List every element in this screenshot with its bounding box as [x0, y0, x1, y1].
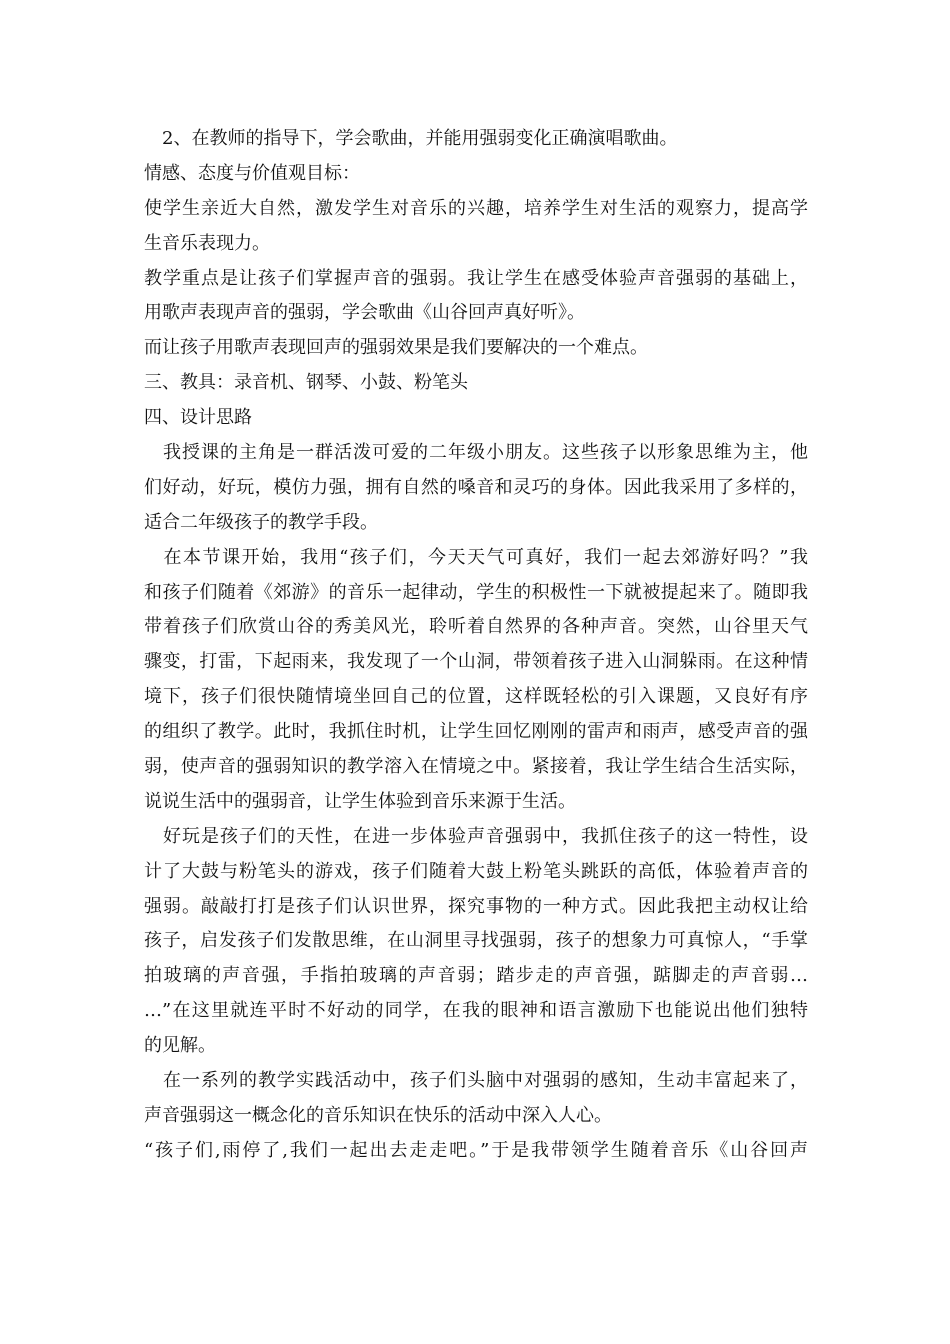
paragraph-design-p3	[144, 820, 808, 1064]
text-line: 2、在教师的指导下，学会歌曲，并能用强弱变化正确演唱歌曲。	[144, 128, 678, 149]
text-line: 们好动，好玩，模仿力强，拥有自然的嗓音和灵巧的身体。因此我采用了多样的，	[144, 476, 808, 498]
paragraph-objective-2	[144, 122, 808, 157]
text-line: 的见解。	[144, 1035, 216, 1057]
text-line: 拍玻璃的声音强，手指拍玻璃的声音弱；踏步走的声音强，踮脚走的声音弱…	[144, 965, 808, 987]
text-line: 四、设计思路	[144, 407, 252, 429]
paragraph-difficulty	[144, 331, 808, 366]
paragraph-emotion-goal	[144, 192, 808, 262]
text-line: 我授课的主角是一群活泼可爱的二年级小朋友。这些孩子以形象思维为主，他	[144, 442, 808, 464]
document-body	[144, 122, 808, 1169]
paragraph-design-p4	[144, 1064, 808, 1134]
paragraph-key-point	[144, 262, 808, 332]
paragraph-design-heading	[144, 401, 808, 436]
text-line: 计了大鼓与粉笔头的游戏，孩子们随着大鼓上粉笔头跳跃的高低，体验着声音的	[144, 860, 808, 882]
text-line: 教学重点是让孩子们掌握声音的强弱。我让学生在感受体验声音强弱的基础上，	[144, 267, 808, 289]
text-line: 孩子，启发孩子们发散思维，在山洞里寻找强弱，孩子的想象力可真惊人，“手掌	[144, 930, 808, 952]
text-line: 和孩子们随着《郊游》的音乐一起律动，学生的积极性一下就被提起来了。随即我	[144, 581, 808, 603]
text-line: 在本节课开始，我用“孩子们，今天天气可真好，我们一起去郊游好吗？”我	[144, 546, 808, 568]
text-line: 说说生活中的强弱音，让学生体验到音乐来源于生活。	[144, 790, 576, 812]
text-line: 情感、态度与价值观目标：	[144, 162, 360, 184]
paragraph-design-p2	[144, 541, 808, 820]
text-line: 的组织了教学。此时，我抓住时机，让学生回忆刚刚的雷声和雨声，感受声音的强	[144, 721, 808, 743]
text-line: …”在这里就连平时不好动的同学，在我的眼神和语言激励下也能说出他们独特	[144, 1000, 808, 1022]
text-line: 带着孩子们欣赏山谷的秀美风光，聆听着自然界的各种声音。突然，山谷里天气	[144, 616, 808, 638]
text-line: 三、教具：录音机、钢琴、小鼓、粉笔头	[144, 372, 468, 394]
paragraph-teaching-aids	[144, 366, 808, 401]
paragraph-design-p5	[144, 1134, 808, 1169]
text-line: “孩子们,雨停了,我们一起出去走走吧。”于是我带领学生随着音乐《山谷回声	[144, 1139, 808, 1161]
paragraph-emotion-heading	[144, 157, 808, 192]
text-line: 弱，使声音的强弱知识的教学溶入在情境之中。紧接着，我让学生结合生活实际，	[144, 756, 808, 778]
paragraph-design-p1	[144, 436, 808, 541]
text-line: 在一系列的教学实践活动中，孩子们头脑中对强弱的感知，生动丰富起来了，	[144, 1070, 808, 1092]
text-line: 声音强弱这一概念化的音乐知识在快乐的活动中深入人心。	[144, 1104, 612, 1126]
text-line: 生音乐表现力。	[144, 232, 270, 254]
text-line: 境下，孩子们很快随情境坐回自己的位置，这样既轻松的引入课题，又良好有序	[144, 686, 808, 708]
text-line: 使学生亲近大自然，激发学生对音乐的兴趣，培养学生对生活的观察力，提高学	[144, 197, 808, 219]
text-line: 用歌声表现声音的强弱，学会歌曲《山谷回声真好听》。	[144, 302, 585, 324]
text-line: 强弱。敲敲打打是孩子们认识世界，探究事物的一种方式。因此我把主动权让给	[144, 895, 808, 917]
text-line: 适合二年级孩子的教学手段。	[144, 511, 378, 533]
text-line: 而让孩子用歌声表现回声的强弱效果是我们要解决的一个难点。	[144, 337, 648, 359]
text-line: 骤变，打雷，下起雨来，我发现了一个山洞，带领着孩子进入山洞躲雨。在这种情	[144, 651, 808, 673]
text-line: 好玩是孩子们的天性，在进一步体验声音强弱中，我抓住孩子的这一特性，设	[144, 825, 808, 847]
